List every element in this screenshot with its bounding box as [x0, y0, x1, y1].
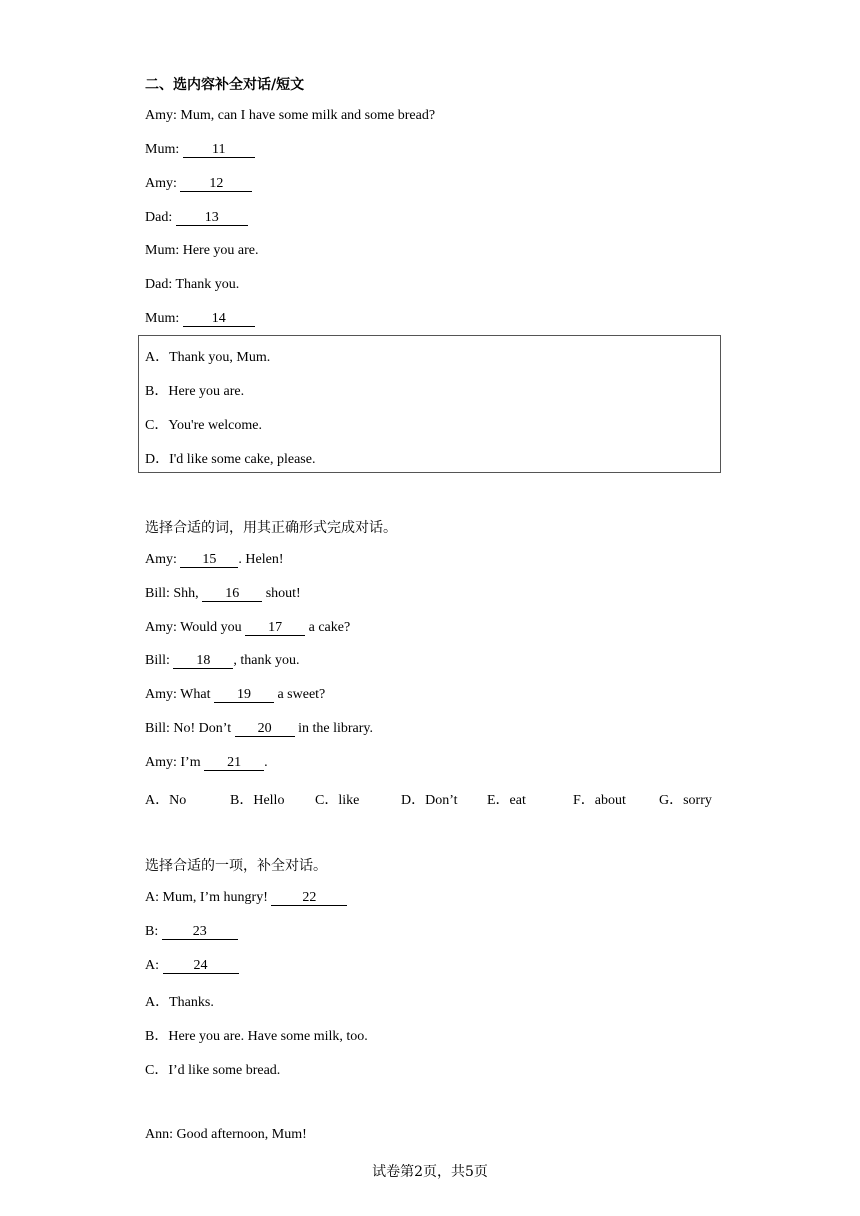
word-option: G．sorry — [659, 793, 712, 808]
dialogue-line — [145, 620, 350, 636]
dialogue-line — [145, 755, 268, 771]
dialogue-line — [145, 586, 301, 602]
speaker-text: Bill: No! Don’t — [145, 721, 235, 736]
answer-blank: 14 — [183, 312, 255, 327]
dialogue-line — [145, 958, 239, 974]
speaker-text: A: — [145, 958, 163, 973]
option-item: B．Here you are. — [145, 384, 245, 399]
dialogue-line — [145, 210, 248, 226]
word-option: B．Hello — [230, 793, 285, 808]
speaker-text: Amy: What — [145, 687, 214, 702]
answer-blank: 22 — [271, 891, 347, 906]
speaker-text: Amy: — [145, 552, 181, 567]
option-item: A．Thank you, Mum. — [145, 350, 271, 365]
answer-blank: 11 — [183, 143, 255, 158]
speaker-text: Mum: — [145, 311, 183, 326]
answer-blank: 17 — [245, 621, 305, 636]
answer-blank: 15 — [180, 553, 238, 568]
speaker-text: Amy: Would you — [145, 620, 246, 635]
dialogue-line — [145, 552, 283, 568]
answer-blank: 18 — [173, 654, 233, 669]
answer-blank: 12 — [180, 177, 252, 192]
answer-blank: 20 — [235, 722, 295, 737]
page-footer: 试卷第2页，共5页 — [372, 1164, 488, 1180]
dialogue-line — [145, 924, 238, 940]
speaker-text: B: — [145, 924, 162, 939]
word-bank — [0, 789, 860, 809]
option-item: C．You're welcome. — [145, 418, 262, 433]
dialogue-tail: a cake? — [305, 620, 351, 635]
speaker-text: Bill: — [145, 653, 174, 668]
speaker-text: A: Mum, I’m hungry! — [145, 890, 272, 905]
speaker-text: Amy: I’m — [145, 755, 205, 770]
dialogue-line — [145, 142, 255, 158]
word-option: F．about — [573, 793, 626, 808]
answer-blank: 13 — [176, 211, 248, 226]
word-option: D．Don’t — [401, 793, 458, 808]
speaker-text: Mum: — [145, 142, 183, 157]
option-item: D．I'd like some cake, please. — [145, 452, 316, 467]
dialogue-line: Amy: Mum, can I have some milk and some bread? — [145, 108, 436, 123]
word-option: A．No — [145, 793, 187, 808]
dialogue-tail: a sweet? — [273, 687, 326, 702]
answer-blank: 19 — [214, 688, 274, 703]
word-option: E．eat — [487, 793, 526, 808]
section-heading: 二、选内容补全对话/短文 — [145, 77, 305, 93]
dialogue-line — [145, 176, 252, 192]
option-item: C．I’d like some bread. — [145, 1063, 281, 1078]
dialogue-line: Dad: Thank you. — [145, 277, 240, 292]
option-item: A．Thanks. — [145, 995, 214, 1010]
dialogue-line: Mum: Here you are. — [145, 243, 259, 258]
answer-blank: 16 — [202, 587, 262, 602]
dialogue-line — [145, 890, 347, 906]
dialogue-line — [145, 687, 325, 703]
dialogue-line: Ann: Good afternoon, Mum! — [145, 1127, 307, 1142]
dialogue-line — [145, 653, 300, 669]
word-option: C．like — [315, 793, 360, 808]
dialogue-tail: in the library. — [294, 721, 373, 736]
dialogue-line — [145, 311, 255, 327]
dialogue-line — [145, 721, 373, 737]
section-instruction: 选择合适的词，用其正确形式完成对话。 — [145, 520, 397, 536]
speaker-text: Bill: Shh, — [145, 586, 203, 601]
section-instruction: 选择合适的一项，补全对话。 — [145, 858, 327, 874]
dialogue-tail: . — [264, 755, 268, 770]
dialogue-tail: . Helen! — [238, 552, 284, 567]
option-item: B．Here you are. Have some milk, too. — [145, 1029, 368, 1044]
speaker-text: Amy: — [145, 176, 181, 191]
dialogue-tail: shout! — [262, 586, 301, 601]
answer-blank: 23 — [162, 925, 238, 940]
answer-blank: 24 — [163, 959, 239, 974]
speaker-text: Dad: — [145, 210, 176, 225]
answer-blank: 21 — [204, 756, 264, 771]
dialogue-tail: , thank you. — [233, 653, 300, 668]
